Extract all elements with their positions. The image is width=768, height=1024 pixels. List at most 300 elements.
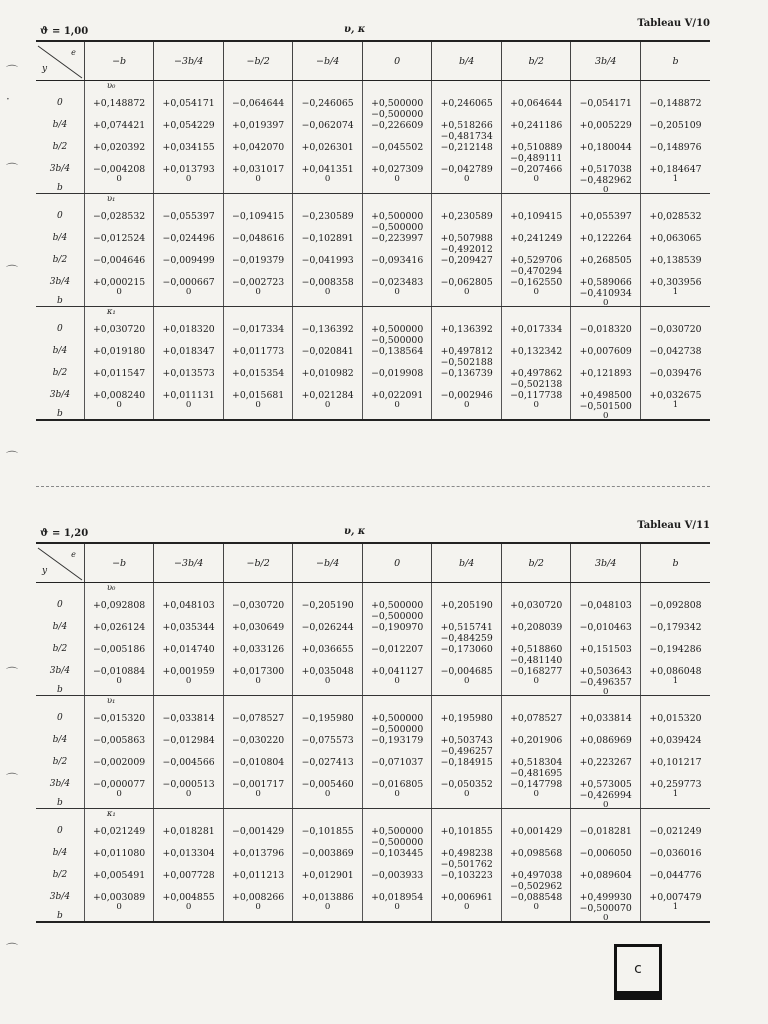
cell-value: +0,030649 xyxy=(232,622,285,633)
value-cell xyxy=(84,95,154,117)
cell-value: +0,048103 xyxy=(162,600,215,611)
cell-value: 0 xyxy=(116,287,122,297)
value-cell xyxy=(640,95,710,117)
row-label: 3b/4 xyxy=(49,277,71,287)
cell-value: −0,500000 xyxy=(371,335,424,346)
cell-value: −0,050352 xyxy=(440,779,493,790)
value-stack xyxy=(434,889,499,911)
value-stack xyxy=(504,710,569,732)
section-name: υ₀ xyxy=(106,583,116,593)
value-cell xyxy=(154,139,224,161)
value-stack xyxy=(295,597,360,619)
value-stack xyxy=(643,274,708,296)
value-stack xyxy=(573,208,638,230)
section-name: κ₁ xyxy=(106,307,116,317)
value-cell xyxy=(640,754,710,776)
cell-value: −0,102891 xyxy=(301,233,354,244)
row-label-cell xyxy=(36,867,84,889)
cell-value: 0 xyxy=(602,687,609,697)
section-spacer xyxy=(432,307,502,322)
section-spacer xyxy=(362,81,432,96)
value-stack xyxy=(87,252,152,274)
value-cell xyxy=(640,823,710,845)
value-stack xyxy=(295,274,360,296)
value-stack xyxy=(504,95,569,117)
value-cell xyxy=(223,641,293,663)
cell-value: 0 xyxy=(324,789,331,799)
cell-value: +0,041127 xyxy=(371,666,424,677)
value-cell xyxy=(501,274,571,307)
cell-value: −0,002723 xyxy=(232,277,285,288)
cell-value: +0,017300 xyxy=(232,666,285,677)
value-cell xyxy=(293,117,363,139)
value-stack xyxy=(504,274,569,296)
value-stack xyxy=(573,597,638,619)
cell-value: +0,030720 xyxy=(510,600,563,611)
value-stack xyxy=(87,732,152,754)
value-stack xyxy=(156,208,221,230)
section-spacer xyxy=(640,81,710,96)
table-row xyxy=(36,597,710,619)
value-cell xyxy=(501,597,571,619)
section-spacer xyxy=(154,194,224,209)
value-stack xyxy=(87,343,152,365)
cell-value: 0 xyxy=(255,400,261,410)
value-stack xyxy=(156,619,221,641)
value-stack xyxy=(434,710,499,732)
cell-value: −0,109415 xyxy=(232,211,285,222)
cell-value: −0,005863 xyxy=(93,735,146,746)
cell-value: −0,482962 xyxy=(579,175,632,186)
cell-value: −0,019908 xyxy=(371,368,424,379)
value-stack xyxy=(226,387,291,409)
cell-value: +0,078527 xyxy=(510,713,563,724)
value-stack xyxy=(643,139,708,161)
cell-value: +0,013573 xyxy=(162,368,215,379)
cell-value: −0,147798 xyxy=(510,779,563,790)
section-spacer xyxy=(432,81,502,96)
value-cell xyxy=(84,867,154,889)
row-label: 3b/4 xyxy=(49,892,71,902)
value-cell xyxy=(154,754,224,776)
row-label-secondary: b xyxy=(57,798,63,808)
value-cell xyxy=(640,732,710,754)
row-label-cell xyxy=(36,619,84,641)
cell-value: −0,048103 xyxy=(579,600,632,611)
value-cell xyxy=(223,845,293,867)
value-stack xyxy=(434,117,499,142)
value-cell xyxy=(571,343,641,365)
cell-value: +0,007609 xyxy=(579,346,632,357)
cell-value: +0,500000 xyxy=(371,324,424,335)
corner-e-label: e xyxy=(71,550,76,559)
value-cell xyxy=(154,845,224,867)
cell-value: +0,039424 xyxy=(649,735,702,746)
cell-value: +0,015354 xyxy=(232,368,285,379)
value-stack xyxy=(504,823,569,845)
value-stack xyxy=(504,387,569,409)
value-stack xyxy=(226,230,291,252)
value-stack xyxy=(226,823,291,845)
column-header: −b/4 xyxy=(293,41,363,81)
value-stack xyxy=(365,117,430,139)
cell-value: 0 xyxy=(602,800,609,810)
cell-value: +0,138539 xyxy=(649,255,702,266)
value-cell xyxy=(84,343,154,365)
value-cell xyxy=(640,321,710,343)
value-stack xyxy=(365,641,430,663)
value-cell xyxy=(223,754,293,776)
value-cell xyxy=(501,732,571,754)
cell-value: −0,179342 xyxy=(649,622,702,633)
value-stack xyxy=(643,387,708,409)
row-label: b/2 xyxy=(52,368,68,378)
value-cell xyxy=(293,867,363,889)
value-cell xyxy=(362,230,432,252)
value-stack xyxy=(434,343,499,368)
cell-value: +0,180044 xyxy=(579,142,632,153)
cell-value: −0,205109 xyxy=(649,120,702,131)
value-cell xyxy=(362,95,432,120)
cell-value: −0,016805 xyxy=(371,779,424,790)
cell-value: +0,499930 xyxy=(579,892,632,903)
value-stack xyxy=(295,889,360,911)
cell-value: 0 xyxy=(463,287,470,297)
value-stack xyxy=(573,732,638,754)
value-cell xyxy=(432,889,502,922)
cell-value: −0,496257 xyxy=(440,746,493,757)
value-cell xyxy=(154,252,224,274)
value-cell xyxy=(293,663,363,696)
cell-value: −0,194286 xyxy=(649,644,702,655)
section-spacer xyxy=(293,809,363,824)
value-stack xyxy=(365,776,430,798)
column-header-row xyxy=(36,543,710,583)
cell-value: +0,507988 xyxy=(440,233,493,244)
value-stack xyxy=(87,619,152,641)
section-spacer xyxy=(501,583,571,598)
cell-value: 0 xyxy=(255,676,261,686)
section-spacer xyxy=(640,809,710,824)
value-stack xyxy=(643,365,708,387)
value-stack xyxy=(295,139,360,161)
cell-value: −0,055397 xyxy=(162,211,215,222)
value-cell xyxy=(84,619,154,641)
value-stack xyxy=(365,139,430,161)
section-spacer xyxy=(362,809,432,824)
section-spacer xyxy=(36,194,84,209)
corner-y-label: y xyxy=(42,64,48,74)
value-stack xyxy=(643,641,708,663)
cell-value: 1 xyxy=(672,902,679,912)
column-header: b xyxy=(640,41,710,81)
value-stack xyxy=(434,641,499,663)
cell-value: −0,044776 xyxy=(649,870,702,881)
cell-value: −0,136392 xyxy=(301,324,354,335)
margin-mark: ⌒ xyxy=(6,450,19,464)
cell-value: −0,003869 xyxy=(301,848,354,859)
value-cell xyxy=(432,732,502,757)
value-cell xyxy=(640,139,710,161)
value-stack xyxy=(573,161,638,195)
section-spacer xyxy=(432,809,502,824)
value-stack xyxy=(504,117,569,139)
row-label-secondary: b xyxy=(57,911,63,921)
value-stack xyxy=(643,776,708,798)
cell-value: +0,241186 xyxy=(510,120,563,131)
value-stack xyxy=(156,867,221,889)
value-cell xyxy=(432,252,502,274)
cell-value: +0,054171 xyxy=(162,98,215,109)
cell-value: −0,036016 xyxy=(649,848,702,859)
value-stack xyxy=(156,139,221,161)
value-stack xyxy=(434,274,499,296)
value-stack xyxy=(87,867,152,889)
value-stack xyxy=(226,321,291,343)
cell-value: +0,529706 xyxy=(510,255,563,266)
value-stack xyxy=(434,387,499,409)
cell-value: +0,109415 xyxy=(510,211,563,222)
value-cell xyxy=(432,619,502,644)
cell-value: −0,502188 xyxy=(440,357,493,368)
cell-value: +0,589066 xyxy=(579,277,632,288)
value-stack xyxy=(643,823,708,845)
value-cell xyxy=(223,117,293,139)
column-header: −b/2 xyxy=(223,543,293,583)
value-stack xyxy=(573,889,638,923)
value-cell xyxy=(84,776,154,809)
cell-value: +0,101855 xyxy=(440,826,493,837)
cell-value: +0,089604 xyxy=(579,870,632,881)
table-row xyxy=(36,95,710,117)
cell-value: +0,003089 xyxy=(93,892,146,903)
value-cell xyxy=(293,710,363,732)
value-stack xyxy=(295,732,360,754)
cell-value: +0,497812 xyxy=(440,346,493,357)
cell-value: −0,030220 xyxy=(232,735,285,746)
value-cell xyxy=(223,95,293,117)
cell-value: +0,015681 xyxy=(232,390,285,401)
cell-value: +0,026301 xyxy=(301,142,354,153)
value-stack xyxy=(365,823,430,848)
cell-value: 0 xyxy=(324,902,331,912)
value-cell xyxy=(223,365,293,387)
value-stack xyxy=(156,161,221,183)
section-header-row xyxy=(36,583,710,598)
value-cell xyxy=(640,597,710,619)
section-spacer xyxy=(293,81,363,96)
value-cell xyxy=(501,365,571,390)
value-cell xyxy=(501,823,571,845)
value-stack xyxy=(504,252,569,277)
cell-value: −0,005186 xyxy=(93,644,146,655)
cell-value: +0,503643 xyxy=(579,666,632,677)
row-label: b/2 xyxy=(52,142,68,152)
value-stack xyxy=(156,845,221,867)
value-stack xyxy=(504,732,569,754)
cell-value: +0,020392 xyxy=(93,142,146,153)
value-stack xyxy=(504,663,569,685)
cell-value: +0,573005 xyxy=(579,779,632,790)
value-stack xyxy=(504,641,569,666)
cell-value: 0 xyxy=(394,676,400,686)
table-title: Tableau V/11 xyxy=(637,520,710,531)
cell-value: +0,036655 xyxy=(301,644,354,655)
value-stack xyxy=(434,845,499,870)
value-stack xyxy=(87,710,152,732)
value-stack xyxy=(156,95,221,117)
value-cell xyxy=(571,845,641,867)
column-header: −b/2 xyxy=(223,41,293,81)
page-divider xyxy=(36,486,710,487)
cell-value: +0,019180 xyxy=(93,346,146,357)
cell-value: +0,015320 xyxy=(649,713,702,724)
cell-value: +0,005229 xyxy=(579,120,632,131)
value-stack xyxy=(365,619,430,641)
margin-mark: · xyxy=(6,92,10,106)
table-row xyxy=(36,823,710,845)
table-row xyxy=(36,387,710,420)
cell-value: −0,500000 xyxy=(371,222,424,233)
value-cell xyxy=(571,710,641,732)
value-cell xyxy=(293,754,363,776)
value-cell xyxy=(84,274,154,307)
value-cell xyxy=(362,867,432,889)
section-header-row xyxy=(36,194,710,209)
page-stamp xyxy=(614,944,662,1000)
column-header-row xyxy=(36,41,710,81)
cell-value: −0,019379 xyxy=(232,255,285,266)
value-cell xyxy=(84,230,154,252)
cell-value: +0,001959 xyxy=(162,666,215,677)
row-label-cell xyxy=(36,117,84,139)
value-cell xyxy=(432,139,502,161)
cell-value: +0,101217 xyxy=(649,757,702,768)
value-stack xyxy=(643,343,708,365)
value-stack xyxy=(504,365,569,390)
value-cell xyxy=(362,343,432,365)
section-spacer xyxy=(432,194,502,209)
cell-value: +0,014740 xyxy=(162,644,215,655)
value-stack xyxy=(643,710,708,732)
cell-value: +0,500000 xyxy=(371,600,424,611)
table-row xyxy=(36,117,710,139)
value-stack xyxy=(643,889,708,911)
value-stack xyxy=(295,663,360,685)
value-stack xyxy=(295,117,360,139)
cell-value: −0,062805 xyxy=(440,277,493,288)
cell-value: +0,021249 xyxy=(93,826,146,837)
cell-value: 0 xyxy=(185,287,192,297)
table-row xyxy=(36,776,710,809)
value-cell xyxy=(154,776,224,809)
section-cell xyxy=(84,307,154,322)
value-cell xyxy=(223,710,293,732)
value-cell xyxy=(154,321,224,343)
cell-value: −0,001717 xyxy=(232,779,285,790)
value-cell xyxy=(223,776,293,809)
value-cell xyxy=(432,754,502,776)
value-cell xyxy=(84,754,154,776)
value-stack xyxy=(87,641,152,663)
value-cell xyxy=(432,230,502,255)
value-cell xyxy=(571,117,641,139)
value-cell xyxy=(640,365,710,387)
value-stack xyxy=(295,365,360,387)
section-spacer xyxy=(154,696,224,711)
value-stack xyxy=(365,754,430,776)
cell-value: −0,470294 xyxy=(510,266,563,277)
table-row xyxy=(36,867,710,889)
value-stack xyxy=(226,365,291,387)
cell-value: +0,132342 xyxy=(510,346,563,357)
cell-value: +0,230589 xyxy=(440,211,493,222)
value-stack xyxy=(156,343,221,365)
value-stack xyxy=(643,95,708,117)
value-stack xyxy=(504,230,569,252)
cell-value: −0,020841 xyxy=(301,346,354,357)
value-stack xyxy=(643,208,708,230)
cell-value: +0,001429 xyxy=(510,826,563,837)
cell-value: +0,503743 xyxy=(440,735,493,746)
cell-value: −0,005460 xyxy=(301,779,354,790)
cell-value: −0,148872 xyxy=(649,98,702,109)
value-stack xyxy=(226,208,291,230)
value-stack xyxy=(643,663,708,685)
value-cell xyxy=(154,867,224,889)
section-header-row xyxy=(36,307,710,322)
cell-value: +0,033126 xyxy=(232,644,285,655)
cell-value: 0 xyxy=(602,185,609,195)
value-cell xyxy=(154,823,224,845)
value-cell xyxy=(640,252,710,274)
row-label: b/4 xyxy=(52,848,68,858)
value-cell xyxy=(432,343,502,368)
cell-value: +0,515741 xyxy=(440,622,493,633)
value-stack xyxy=(643,867,708,889)
cell-value: 0 xyxy=(324,174,331,184)
cell-value: −0,103445 xyxy=(371,848,424,859)
value-cell xyxy=(501,776,571,809)
value-cell xyxy=(640,274,710,307)
cell-value: −0,500070 xyxy=(579,903,632,914)
value-stack xyxy=(643,321,708,343)
cell-value: +0,004855 xyxy=(162,892,215,903)
cell-value: −0,138564 xyxy=(371,346,424,357)
table-header-line xyxy=(36,14,710,40)
value-cell xyxy=(571,619,641,641)
cell-value: −0,027413 xyxy=(301,757,354,768)
cell-value: −0,103223 xyxy=(440,870,493,881)
section-spacer xyxy=(362,194,432,209)
value-cell xyxy=(362,619,432,641)
value-stack xyxy=(365,732,430,754)
cell-value: +0,201906 xyxy=(510,735,563,746)
value-cell xyxy=(84,321,154,343)
row-label-cell xyxy=(36,274,84,307)
cell-value: −0,500000 xyxy=(371,724,424,735)
value-cell xyxy=(571,754,641,776)
value-stack xyxy=(434,95,499,117)
cell-value: −0,064644 xyxy=(232,98,285,109)
cell-value: +0,500000 xyxy=(371,211,424,222)
value-cell xyxy=(293,597,363,619)
value-cell xyxy=(571,139,641,161)
value-cell xyxy=(571,161,641,194)
cell-value: 0 xyxy=(533,902,539,912)
value-stack xyxy=(434,252,499,274)
value-cell xyxy=(501,619,571,641)
